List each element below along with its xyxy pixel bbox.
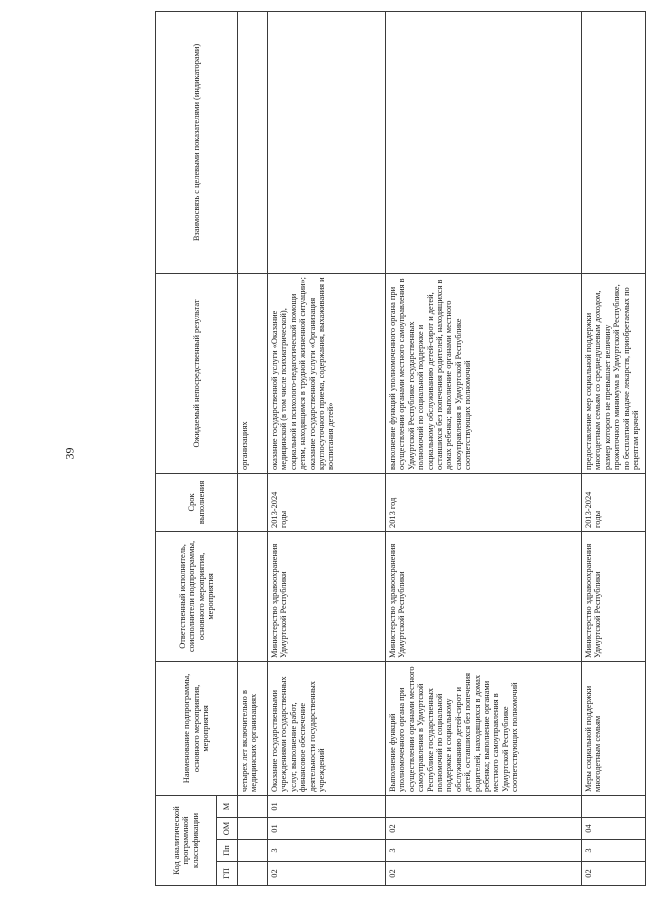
cell-link [386, 11, 582, 273]
cell-name: Меры социальной поддержки многодетным семьям [582, 661, 646, 795]
cell-om [238, 818, 268, 840]
cell-gp: 02 [268, 862, 386, 886]
cell-executor [238, 531, 268, 661]
cell-om: 04 [582, 818, 646, 840]
cell-executor: Министерство здравоохранения Удмуртской Республики [268, 531, 386, 661]
cell-link [238, 11, 268, 273]
cell-m [238, 795, 268, 817]
header-gp: ГП [217, 862, 238, 886]
header-om: ОМ [217, 818, 238, 840]
table-row [238, 11, 268, 885]
cell-gp [238, 862, 268, 886]
cell-term: 2013-2024 годы [582, 473, 646, 531]
table-row [268, 11, 386, 885]
cell-name: Выполнение функций уполномоченного органа при осуществлении органами местного самоуправления в Удмуртской Республике государственных полномочий по социальной поддержке и социальному обслуживанию детей-сирот и детей, оставшихся без попечения родителей, находящихся в домах ребенка; выполнение органами местного самоуправления в Удмуртской Республике соответствующих полномочий [386, 661, 582, 795]
header-result: Ожидаемый непосредственный результат [156, 273, 238, 473]
table-row [386, 11, 582, 885]
cell-result: выполнение функций уполномоченного органа при осуществлении органами местного самоуправления в Удмуртской Республике государственных полномочий по социальной поддержке и социальному обслуживанию детей-сирот и детей, оставшихся без попечения родителей, находящихся в домах ребенка; выполнение органами местного самоуправления в Удмуртской Республике соответствующих полномочий [386, 273, 582, 473]
cell-executor: Министерство здравоохранения Удмуртской Республики [386, 531, 582, 661]
cell-pp: 3 [386, 840, 582, 862]
cell-link [268, 11, 386, 273]
cell-executor: Министерство здравоохранения Удмуртской Республики [582, 531, 646, 661]
cell-term: 2013-2024 годы [268, 473, 386, 531]
cell-result: предоставление мер социальной поддержки многодетным семьям со среднедушевым доходом, размер которого не превышает величину прожиточного минимума в Удмуртской Республике, по бесплатной выдаче лекарств, приобретаемых по рецептам врачей [582, 273, 646, 473]
page-number-text: 39 [62, 447, 77, 459]
table-row [582, 11, 646, 885]
header-code-group: Код аналитической программной классификации [156, 795, 217, 885]
cell-m [386, 795, 582, 817]
cell-gp: 02 [386, 862, 582, 886]
program-table-rotated [155, 12, 641, 886]
cell-term: 2013 год [386, 473, 582, 531]
cell-m: 01 [268, 795, 386, 817]
page-number [60, 418, 80, 488]
cell-pp: 3 [582, 840, 646, 862]
cell-m [582, 795, 646, 817]
cell-pp: 3 [268, 840, 386, 862]
cell-pp [238, 840, 268, 862]
header-m: М [217, 795, 238, 817]
cell-term [238, 473, 268, 531]
table-header-row [156, 11, 217, 885]
cell-om: 02 [386, 818, 582, 840]
cell-name: Оказание государственными учреждениями государственных услуг, выполнение работ, финансовое обеспечение деятельности государственных учреждений [268, 661, 386, 795]
header-executor: Ответственный исполнитель, соисполнители подпрограммы, основного мероприятия, мероприятия [156, 531, 238, 661]
header-pp: Пп [217, 840, 238, 862]
header-name: Наименование подпрограммы, основного мероприятия, мероприятия [156, 661, 238, 795]
cell-result: оказание государственной услуги «Оказание медицинской (в том числе психиатрической), социальной и психолого-педагогической помощи детям, находящимся в трудной жизненной ситуации»; оказание государственной услуги «Организация круглосуточного приема, содержания, выхаживания и воспитания детей» [268, 273, 386, 473]
header-term: Срок выполнения [156, 473, 238, 531]
header-link: Взаимосвязь с целевыми показателями (индикаторами) [156, 11, 238, 273]
cell-name: четырех лет включительно в медицинских организациях [238, 661, 268, 795]
cell-result: организациях [238, 273, 268, 473]
cell-gp: 02 [582, 862, 646, 886]
cell-om: 01 [268, 818, 386, 840]
program-table-container [155, 12, 641, 886]
program-table [155, 11, 646, 886]
cell-link [582, 11, 646, 273]
